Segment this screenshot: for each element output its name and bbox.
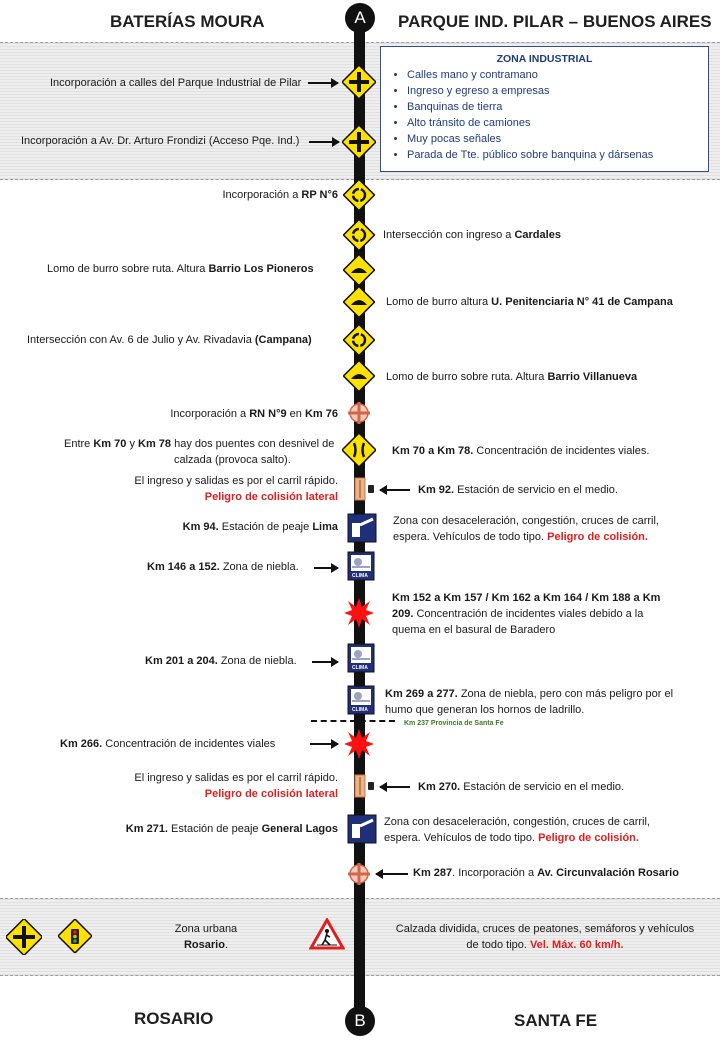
crossroad-sign-icon xyxy=(6,919,42,955)
label-km287: Km 287. Incorporación a Av. Circunvalación Rosario xyxy=(413,867,679,879)
speed-bump-sign-icon xyxy=(343,286,375,318)
industrial-zone-item: • Calles mano y contramano xyxy=(407,67,708,83)
label-lateral-collision-danger: Peligro de colisión lateral xyxy=(204,491,338,503)
incident-burst-icon xyxy=(343,597,375,629)
label-station-access: El ingreso y salidas es por el carril rápido. xyxy=(134,772,338,784)
province-border-label: Km 237 Provincia de Santa Fe xyxy=(404,720,504,727)
roundabout-sign-icon xyxy=(343,324,375,356)
label-bridges-line2: calzada (provoca salto). xyxy=(174,454,291,466)
industrial-zone-list xyxy=(381,67,708,163)
label-bridges: Entre Km 70 y Km 78 hay dos puentes con desnivel de xyxy=(64,438,335,450)
industrial-zone-item: • Muy pocas señales xyxy=(407,131,708,147)
label-los-pioneros: Lomo de burro sobre ruta. Altura Barrio Los Pioneros xyxy=(47,263,314,275)
label-lateral-collision-danger: Peligro de colisión lateral xyxy=(204,788,338,800)
province-border-line xyxy=(311,720,395,722)
label-fog-km269: Km 269 a 277. Zona de niebla, pero con más peligro por el humo que generan los hornos de ladrillo. xyxy=(385,688,674,716)
arrow-right xyxy=(309,141,339,143)
label-villanueva: Lomo de burro sobre ruta. Altura Barrio Villanueva xyxy=(386,371,638,383)
label-urban-description: Calzada dividida, cruces de peatones, semáforos y vehículos de todo tipo. Vel. Máx. 60 km/h. xyxy=(395,923,695,951)
label-toll-lima-desc: Zona con desaceleración, congestión, cruces de carril, espera. Vehículos de todo tipo. Peligro de colisión. xyxy=(393,515,659,543)
label-pilar-industrial-streets: Incorporación a calles del Parque Industrial de Pilar xyxy=(50,77,302,89)
service-station-icon xyxy=(351,773,377,799)
clima-label: CLIMA xyxy=(352,665,368,671)
label-cardales: Intersección con ingreso a Cardales xyxy=(383,229,561,241)
industrial-zone-box xyxy=(380,46,709,172)
label-km92: Km 92. Estación de servicio en el medio. xyxy=(418,484,618,496)
clima-label: CLIMA xyxy=(352,573,368,579)
header-bottom-right: SANTA FE xyxy=(514,1011,598,1030)
roundabout-sign-icon xyxy=(343,179,375,211)
service-station-icon xyxy=(351,476,377,502)
crossroad-sign-icon xyxy=(342,65,376,99)
industrial-zone-item: • Banquinas de tierra xyxy=(407,99,708,115)
label-penitenciaria: Lomo de burro altura U. Penitenciaria N° 41 de Campana xyxy=(386,296,673,308)
arrow-right xyxy=(310,743,338,745)
header-bottom-left: ROSARIO xyxy=(134,1009,214,1028)
clima-label: CLIMA xyxy=(352,707,368,713)
header-top-left: BATERÍAS MOURA xyxy=(110,12,265,31)
industrial-zone-item: • Ingreso y egreso a empresas xyxy=(407,83,708,99)
industrial-zone-item: • Parada de Tte. público sobre banquina y dársenas xyxy=(407,147,708,163)
arrow-left xyxy=(380,489,410,491)
header-top-right: PARQUE IND. PILAR – BUENOS AIRES xyxy=(398,12,712,31)
toll-booth-sign-icon xyxy=(347,814,377,844)
end-marker: B xyxy=(345,1006,375,1036)
arrow-right xyxy=(314,567,338,569)
label-fog-km146: Km 146 a 152. Zona de niebla. xyxy=(147,561,299,573)
crossroad-sign-icon xyxy=(342,125,376,159)
arrow-right xyxy=(308,82,338,84)
industrial-zone-title: ZONA INDUSTRIAL xyxy=(496,53,593,65)
arrow-right xyxy=(312,661,338,663)
label-baradero-incidents: Km 152 a Km 157 / Km 162 a Km 164 / Km 188 a Km 209. Concentración de incidentes viales debido a la quema en el basural de Baradero xyxy=(392,592,661,636)
label-km270: Km 270. Estación de servicio en el medio. xyxy=(418,781,625,793)
speed-bump-sign-icon xyxy=(343,254,375,286)
label-toll-lima: Km 94. Estación de peaje Lima xyxy=(182,521,338,533)
label-km266: Km 266. Concentración de incidentes viales xyxy=(60,738,276,750)
start-marker: A xyxy=(345,3,375,33)
label-urban-zone: Zona urbana Rosario. xyxy=(174,923,238,951)
label-fog-km201: Km 201 a 204. Zona de niebla. xyxy=(145,655,297,667)
toll-booth-sign-icon xyxy=(347,513,377,543)
label-toll-general-lagos: Km 271. Estación de peaje General Lagos xyxy=(125,823,338,835)
interchange-icon xyxy=(346,400,372,426)
label-rp6: Incorporación a RP N°6 xyxy=(222,189,338,201)
label-toll-general-lagos-desc: Zona con desaceleración, congestión, cruces de carril, espera. Vehículos de todo tipo. Peligro de colisión. xyxy=(384,816,650,844)
roundabout-sign-icon xyxy=(343,219,375,251)
label-km70-78: Km 70 a Km 78. Concentración de incidentes viales. xyxy=(392,445,650,457)
narrow-bridge-sign-icon xyxy=(342,433,376,467)
arrow-left xyxy=(380,786,410,788)
traffic-light-sign-icon xyxy=(58,919,92,953)
label-campana-intersection: Intersección con Av. 6 de Julio y Av. Rivadavia (Campana) xyxy=(27,334,312,346)
industrial-zone-item: • Alto tránsito de camiones xyxy=(407,115,708,131)
pedestrian-crossing-sign-icon xyxy=(309,918,345,950)
label-station-access: El ingreso y salidas es por el carril rápido. xyxy=(134,475,338,487)
arrow-left xyxy=(376,873,408,875)
label-rn9: Incorporación a RN N°9 en Km 76 xyxy=(170,408,338,420)
incident-burst-icon xyxy=(343,728,375,760)
interchange-icon xyxy=(346,861,372,887)
speed-bump-sign-icon xyxy=(343,360,375,392)
label-frondizi: Incorporación a Av. Dr. Arturo Frondizi (Acceso Pqe. Ind.) xyxy=(21,135,300,147)
